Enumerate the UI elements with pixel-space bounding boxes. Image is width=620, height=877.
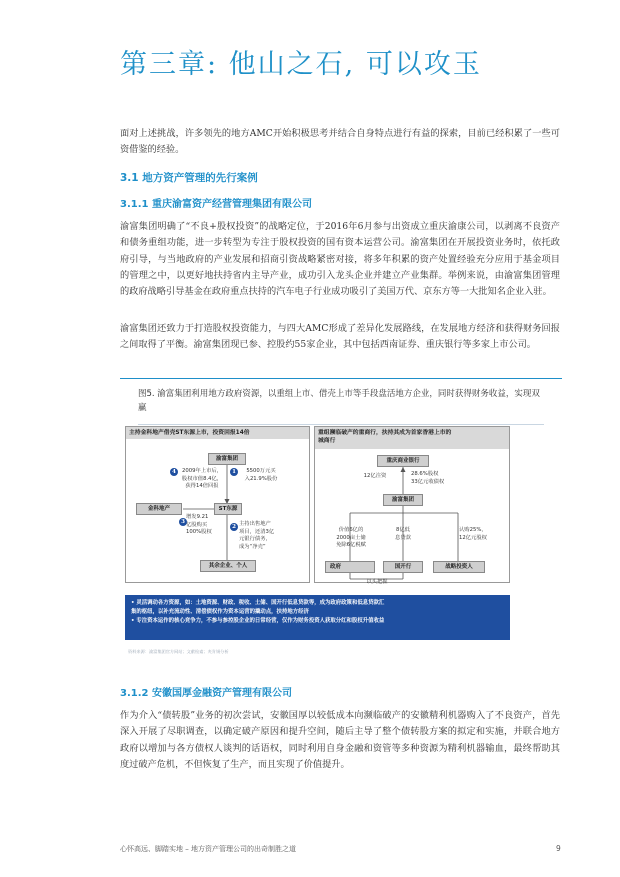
note-tail: 以头把握: [366, 579, 388, 585]
note-stake-line-1: 28.6%股权: [411, 471, 439, 477]
node-yufu-group: 渝富集团: [208, 453, 246, 465]
paragraph-guohou: 作为介入“债转股”业务的初次尝试，安徽国厚以较低成本向濒临破产的安徽精利机器购入了不良资产，首先深入开展了尽职调查，以确定破产原因和提升空间，随后主导了整个债转股方案的拟定和实施，并联合地方政府以增加与各方债权人谈判的话语权，同时利用自身金融和资管等多种资源为精利机器输血，最终帮助其度过破产危机，不但恢复了生产，而且实现了价值提升。: [120, 710, 560, 770]
node-other-entities: 其余企业、个人: [200, 560, 256, 572]
page-footer: 心怀高远、脚踏实地 – 地方资产管理公司的出奇制胜之道: [120, 845, 296, 853]
note-land-reserve-line-3: 免除6亿税赋: [336, 542, 366, 548]
note-step-3: [186, 514, 222, 537]
node-cdb: 国开行: [383, 561, 423, 573]
note-step-1-line-2: 入21.9%股份: [244, 475, 278, 482]
right-panel-header-line-2: 城商行: [318, 438, 336, 444]
node-st-dongyuan: ST东源: [214, 503, 242, 515]
figure-caption: 图5. 渝富集团利用地方政府资源，以重组上市、借壳上市等手段盘活地方企业，同时获得财务收益，实现双赢: [138, 389, 540, 413]
page-number: 9: [556, 844, 561, 853]
note-step-3-line-2: 亿股购买: [186, 521, 208, 528]
step-4-badge: 4: [170, 468, 178, 476]
node-jinke-property: 金科地产: [136, 503, 182, 515]
note-stake-line-2: 33亿元收债权: [411, 478, 445, 485]
note-step-2-line-4: 成为“净壳”: [239, 543, 266, 550]
step-1-badge: 1: [230, 468, 238, 476]
left-panel: [125, 426, 310, 583]
note-stake: [411, 471, 463, 486]
key-takeaways-band: [125, 595, 510, 640]
note-step-2-line-2: 项目，还清3亿: [239, 528, 275, 535]
note-subscription: [459, 527, 503, 542]
note-step-4-line-2: 股权市值8.4亿，: [181, 475, 223, 482]
note-step-2: [239, 521, 291, 551]
note-capital-injection: 12亿注资: [363, 473, 387, 479]
node-yufu-group-right: 渝富集团: [383, 494, 423, 506]
note-subscription-line-1: 认购25%，: [459, 527, 487, 533]
section-heading-3-1: 3.1 地方资产管理的先行案例: [120, 172, 258, 184]
chapter-title: 第三章: 他山之石, 可以攻玉: [120, 49, 482, 80]
note-step-4-line-1: 2009年上市后，: [182, 468, 222, 474]
note-step-4-line-3: 获得14倍回报: [185, 483, 219, 489]
intro-paragraph: 面对上述挑战，许多领先的地方AMC开始积极思考并结合自身特点进行有益的探索，目前已经积累了一些可资借鉴的经验。: [120, 128, 560, 156]
step-2-badge: 2: [230, 523, 238, 531]
note-step-3-line-3: 100%股权: [186, 529, 212, 535]
node-government: 政府: [325, 561, 375, 573]
note-step-2-line-3: 元银行债务，: [239, 536, 271, 542]
node-strategic-investor: 战略投资人: [433, 561, 485, 573]
section-heading-3-1-1: 3.1.1 重庆渝富资产经营管理集团有限公司: [120, 199, 312, 210]
right-panel-header-line-1: 重组濒临破产的重商行，扶持其成为首家香港上市的: [318, 430, 452, 436]
step-3-badge: 3: [179, 518, 187, 526]
left-panel-header: 主持金科地产借壳ST东源上市，投资回报14倍: [126, 427, 309, 439]
section-heading-3-1-2: 3.1.2 安徽国厚金融资产管理有限公司: [120, 688, 292, 699]
note-low-rate-loan-line-1: 8亿低: [396, 527, 410, 533]
right-panel: [314, 426, 510, 583]
figure-source: 资料来源：渝富集团官方网站；文献检索；麦肯锡分析: [128, 649, 229, 654]
note-step-1-line-1: 5500万元买: [246, 468, 276, 474]
note-land-reserve-line-2: 2000亩土储: [336, 534, 366, 541]
takeaway-line-3: • 专注资本运作的核心竞争力，不参与参控股企业的日常经营，仅作为财务投资人获取分红和股权升值收益: [131, 618, 385, 624]
note-step-4: [176, 468, 228, 491]
figure-divider: [138, 424, 544, 425]
note-step-2-line-1: 主持出售地产: [239, 521, 271, 527]
note-low-rate-loan-line-2: 息贷款: [395, 534, 411, 541]
note-land-reserve-line-1: 价值6亿的: [338, 527, 364, 533]
note-step-1: [236, 468, 286, 483]
figure-5: [120, 378, 562, 661]
node-chongqing-commercial-bank: 重庆商业银行: [377, 455, 429, 467]
note-step-3-line-1: 增发9.21: [186, 514, 209, 520]
note-subscription-line-2: 12亿元股权: [459, 534, 487, 541]
paragraph-yufu-equity: 渝富集团还致力于打造股权投资能力，与四大AMC形成了差异化发展路线，在发展地方经济和获得财务回报之间取得了平衡。渝富集团现已参、控股约55家企业，其中包括西南证券、重庆银行等多家上市公司。: [120, 323, 560, 351]
takeaway-line-1: • 灵活调动各方资源，如：土地资源、财政、税收、土储、国开行低息贷款等，成为政府政策和低息贷款汇: [131, 600, 385, 606]
takeaway-line-2: 集的枢纽，以补充流动性、清偿债权作为资本运营的撬动点，扶持地方经济: [131, 609, 309, 615]
note-low-rate-loan: [391, 527, 415, 542]
note-land-reserve: [331, 527, 371, 550]
paragraph-yufu-strategy: 渝富集团明确了“不良+股权投资”的战略定位，于2016年6月参与出资成立重庆渝康公司，以剥离不良资产和债务重组功能，进一步转型为专注于股权投资的国有资本运营公司。渝富集团在开展投资业务时，依托政府引导，与当地政府的产业发展和招商引资战略紧密对接，将多年积累的资产处置经验充分应用于基金项目的管理之中，以更好地扶持省内主导产业，成功引入龙头企业并建立产业集群。举例来说，由渝富集团管理的政府战略引导基金在政府重点扶持的汽车电子行业成功吸引了美国万代、京东方等一大批知名企业入驻。: [120, 221, 560, 298]
